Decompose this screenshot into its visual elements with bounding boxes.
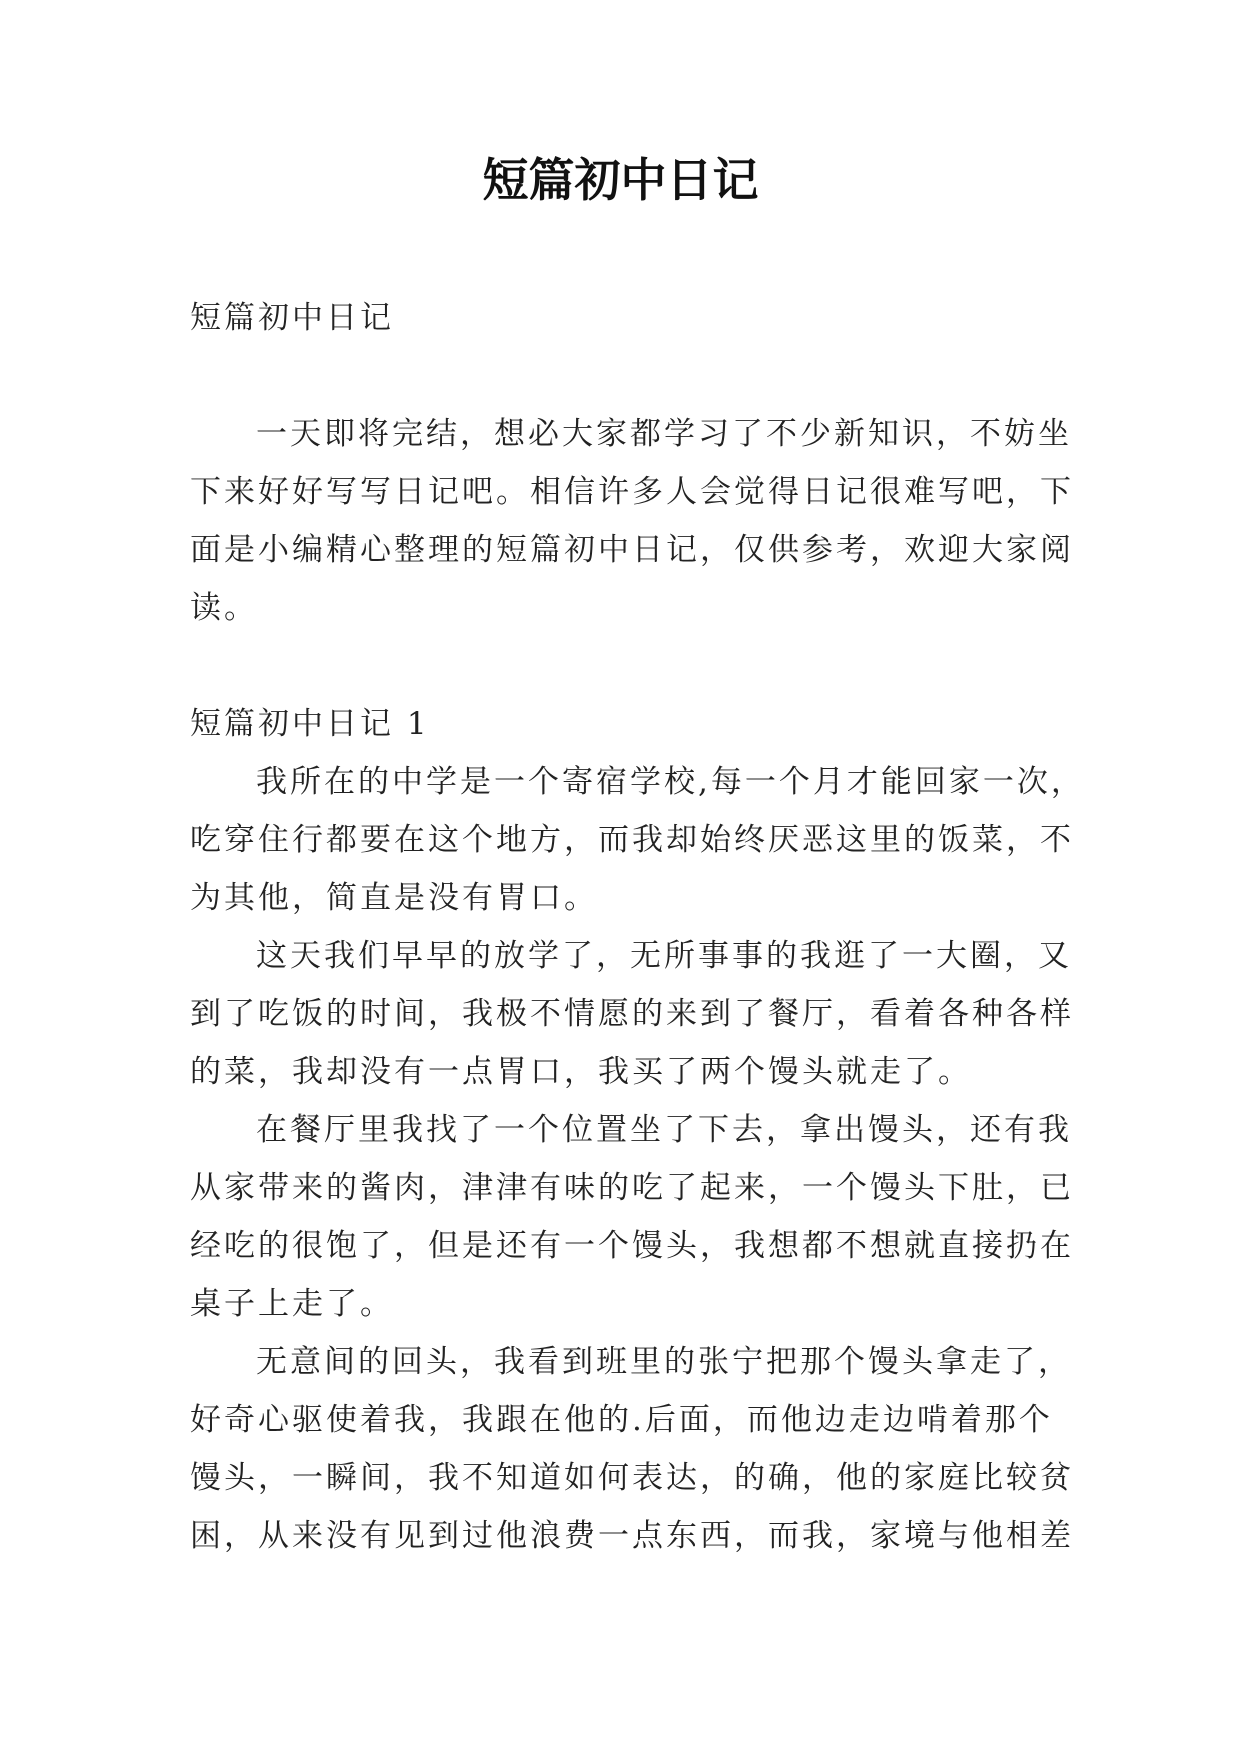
document-body	[190, 289, 1085, 1565]
section-heading: 短篇初中日记 1	[190, 706, 430, 742]
paragraph-line: 吃穿住行都要在这个地方，而我却始终厌恶这里的饭菜，不	[190, 822, 1074, 858]
paragraph-2	[190, 927, 1074, 1101]
paragraph-4	[190, 1333, 1074, 1565]
intro-line: 读。	[190, 590, 258, 626]
intro-paragraph	[190, 405, 1074, 637]
intro-line: 一天即将完结，想必大家都学习了不少新知识，不妨坐	[256, 416, 1072, 452]
paragraph-line: 这天我们早早的放学了，无所事事的我逛了一大圈，又	[256, 938, 1072, 974]
paragraph-line: 我所在的中学是一个寄宿学校,每一个月才能回家一次，	[256, 764, 1085, 800]
paragraph-line: 为其他，简直是没有胃口。	[190, 880, 598, 916]
intro-line: 下来好好写写日记吧。相信许多人会觉得日记很难写吧，下	[190, 474, 1074, 510]
paragraph-line: 无意间的回头，我看到班里的张宁把那个馒头拿走了，	[256, 1344, 1072, 1380]
paragraph-line: 好奇心驱使着我，我跟在他的.后面，而他边走边啃着那个	[190, 1402, 1053, 1438]
document-title: 短篇初中日记	[482, 153, 759, 207]
paragraph-1	[190, 753, 1085, 927]
paragraph-line: 桌子上走了。	[190, 1286, 394, 1322]
paragraph-line: 馒头，一瞬间，我不知道如何表达，的确，他的家庭比较贫	[190, 1460, 1074, 1496]
intro-line: 面是小编精心整理的短篇初中日记，仅供参考，欢迎大家阅	[190, 532, 1074, 568]
paragraph-line: 的菜，我却没有一点胃口，我买了两个馒头就走了。	[190, 1054, 972, 1090]
paragraph-line: 经吃的很饱了，但是还有一个馒头，我想都不想就直接扔在	[190, 1228, 1074, 1264]
subtitle: 短篇初中日记	[190, 300, 394, 336]
paragraph-line: 到了吃饭的时间，我极不情愿的来到了餐厅，看着各种各样	[190, 996, 1074, 1032]
paragraph-3	[190, 1101, 1074, 1333]
paragraph-line: 困，从来没有见到过他浪费一点东西，而我，家境与他相差	[190, 1518, 1074, 1554]
paragraph-line: 从家带来的酱肉，津津有味的吃了起来，一个馒头下肚，已	[190, 1170, 1074, 1206]
paragraph-line: 在餐厅里我找了一个位置坐了下去，拿出馒头，还有我	[256, 1112, 1072, 1148]
